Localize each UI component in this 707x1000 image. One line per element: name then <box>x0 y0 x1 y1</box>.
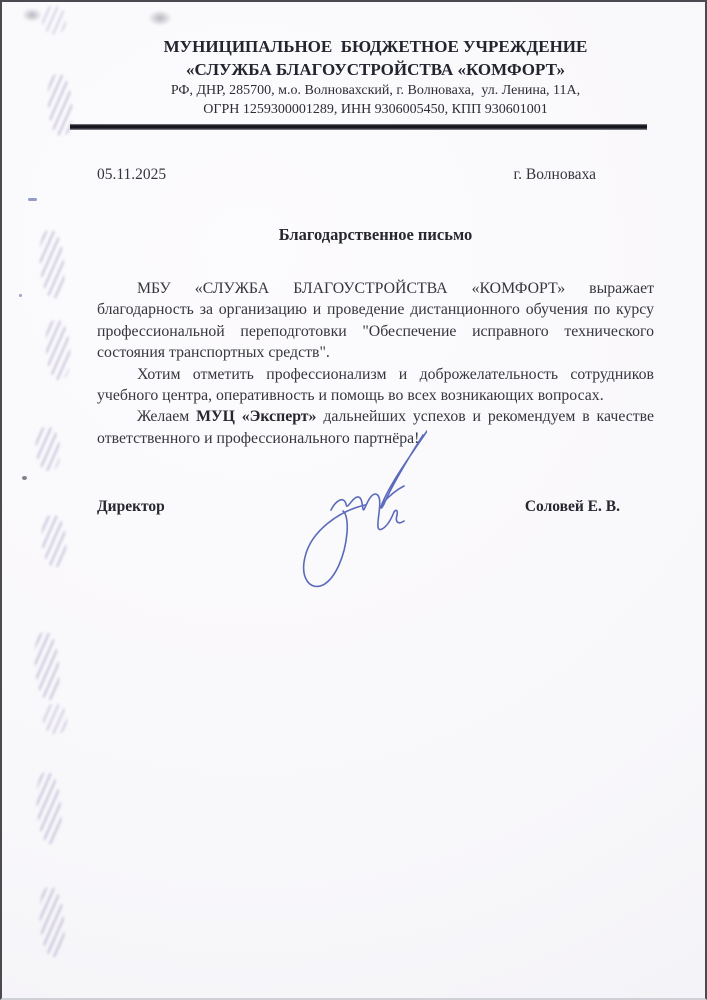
scan-bleed-artifact <box>34 426 61 472</box>
letter-city: г. Волноваха <box>513 166 596 183</box>
scan-speck <box>28 198 37 201</box>
scan-bleed-artifact <box>38 886 67 958</box>
signature-tall-stroke <box>381 431 427 508</box>
scan-bleed-artifact <box>35 771 64 844</box>
signature-tick-stroke <box>382 486 404 504</box>
letterhead <box>97 35 654 119</box>
scan-speck <box>19 294 22 297</box>
paragraph-3-bold-name: МУЦ «Эксперт» <box>196 408 317 426</box>
org-name-line2: «СЛУЖБА БЛАГОУСТРОЙСТВА «КОМФОРТ» <box>186 60 565 79</box>
scan-bleed-artifact <box>33 631 62 701</box>
scan-bleed-artifact <box>41 5 67 35</box>
scan-bleed-artifact <box>42 703 68 735</box>
paragraph-1: МБУ «СЛУЖБА БЛАГОУСТРОЙСТВА «КОМФОРТ» выражает благодарность за организацию и проведение дистанционного обучения по курсу профессиональной переподготовки "Обеспечение исправного технического состояния транспортных средств". <box>97 280 654 362</box>
org-name-line1: МУНИЦИПАЛЬНОЕ БЮДЖЕТНОЕ УЧРЕЖДЕНИЕ <box>163 37 588 56</box>
scan-bleed-artifact <box>38 229 67 299</box>
scan-bleed-artifact <box>44 319 72 381</box>
org-registration-line: ОГРН 1259300001289, ИНН 9306005450, КПП 930601001 <box>203 102 548 117</box>
scan-smudge <box>148 10 172 26</box>
letter-title: Благодарственное письмо <box>278 225 473 244</box>
scan-smudge <box>22 8 42 22</box>
date-place-row <box>97 166 654 184</box>
paragraph-3-start: Желаем <box>137 408 190 426</box>
signer-role: Директор <box>97 498 165 516</box>
letter-date: 05.11.2025 <box>97 166 167 183</box>
scan-bleed-artifact <box>40 514 68 568</box>
org-address-line: РФ, ДНР, 285700, м.о. Волновахский, г. Волноваха, ул. Ленина, 11А, <box>170 83 581 98</box>
scan-speck <box>22 476 27 480</box>
handwritten-signature <box>277 425 427 595</box>
letterhead-divider-rule <box>70 124 647 130</box>
paragraph-3-end: дальнейших успехов и рекомендуем в качестве ответственного и профессионального партнёра! <box>97 408 655 447</box>
paragraph-2: Хотим отметить профессионализм и доброжелательность сотрудников учебного центра, оперативность и помощь во всех возникающих вопросах. <box>97 365 654 405</box>
signature-squiggle-stroke <box>331 494 404 530</box>
letter-body <box>97 278 654 449</box>
signature-oval-stroke <box>304 505 365 586</box>
signer-name: Соловей Е. В. <box>524 498 620 516</box>
